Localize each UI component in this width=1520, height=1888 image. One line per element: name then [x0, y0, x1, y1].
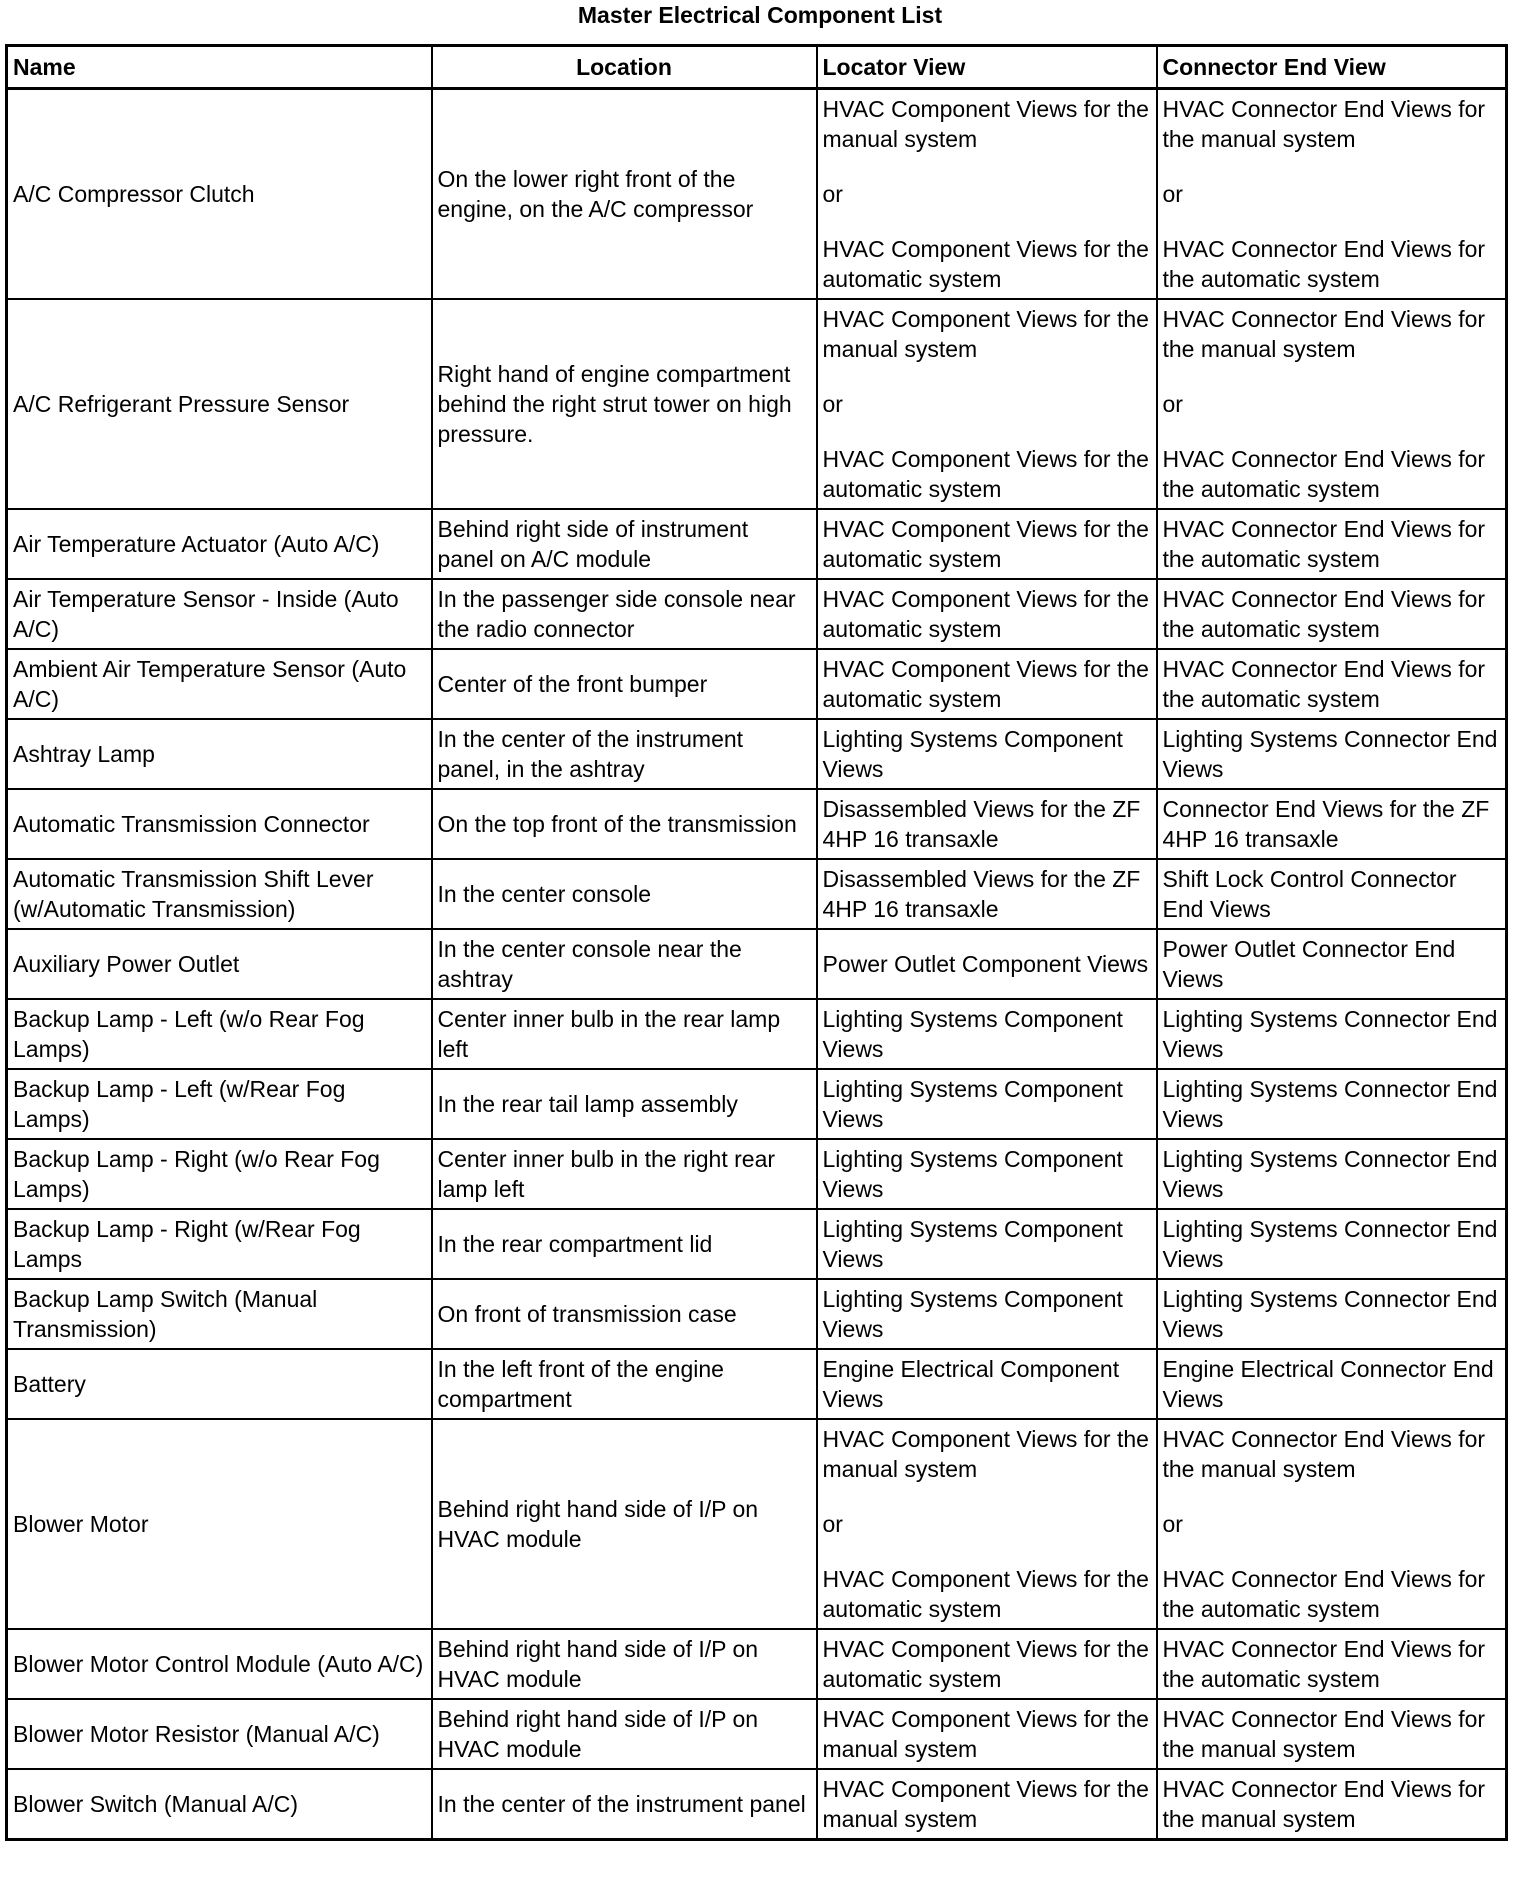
- header-row: [7, 46, 1507, 89]
- or-separator: or: [1162, 1511, 1183, 1537]
- table-row: [7, 1279, 1507, 1349]
- component-location-cell: In the rear tail lamp assembly: [432, 1069, 817, 1139]
- connector-end-view-cell: [1157, 89, 1507, 300]
- component-name-cell: Blower Motor: [7, 1419, 432, 1629]
- table-row: [7, 1699, 1507, 1769]
- table-row: [7, 89, 1507, 300]
- table-row: [7, 509, 1507, 579]
- component-location-cell: In the center console: [432, 859, 817, 929]
- view-reference-text: HVAC Component Views for the manual system: [822, 306, 1149, 362]
- connector-end-view-cell: [1157, 649, 1507, 719]
- locator-view-cell: [817, 719, 1157, 789]
- header-name: Name: [7, 46, 432, 89]
- view-reference-text: Lighting Systems Component Views: [822, 1286, 1123, 1342]
- view-reference-text: HVAC Component Views for the automatic system: [822, 586, 1149, 642]
- table-row: [7, 299, 1507, 509]
- component-name-cell: Automatic Transmission Shift Lever (w/Automatic Transmission): [7, 859, 432, 929]
- view-reference-text: HVAC Connector End Views for the automatic system: [1162, 1636, 1486, 1692]
- view-reference-text: HVAC Connector End Views for the manual system: [1162, 306, 1486, 362]
- view-reference-text: HVAC Connector End Views for the manual system: [1162, 96, 1486, 152]
- view-reference-text: Connector End Views for the ZF 4HP 16 transaxle: [1162, 796, 1490, 852]
- table-row: [7, 1349, 1507, 1419]
- component-name-cell: A/C Refrigerant Pressure Sensor: [7, 299, 432, 509]
- component-location-cell: On the lower right front of the engine, on the A/C compressor: [432, 89, 817, 300]
- view-reference-text: Power Outlet Connector End Views: [1162, 936, 1456, 992]
- view-reference-text: Shift Lock Control Connector End Views: [1162, 866, 1457, 922]
- locator-view-cell: [817, 299, 1157, 509]
- locator-view-cell: [817, 1769, 1157, 1840]
- view-reference-text: Engine Electrical Component Views: [822, 1356, 1120, 1412]
- or-separator: or: [1162, 391, 1183, 417]
- component-name-cell: Backup Lamp - Left (w/o Rear Fog Lamps): [7, 999, 432, 1069]
- connector-end-view-cell: [1157, 1349, 1507, 1419]
- component-name-cell: Blower Switch (Manual A/C): [7, 1769, 432, 1840]
- locator-view-cell: [817, 999, 1157, 1069]
- connector-end-view-cell: [1157, 1279, 1507, 1349]
- component-name-cell: Air Temperature Actuator (Auto A/C): [7, 509, 432, 579]
- view-reference-text: HVAC Component Views for the manual system: [822, 1776, 1149, 1832]
- header-connector-end-view: Connector End View: [1157, 46, 1507, 89]
- or-separator: or: [822, 181, 843, 207]
- locator-view-cell: [817, 1699, 1157, 1769]
- component-location-cell: Behind right hand side of I/P on HVAC module: [432, 1699, 817, 1769]
- view-reference-text: Disassembled Views for the ZF 4HP 16 transaxle: [822, 866, 1141, 922]
- component-location-cell: In the center of the instrument panel: [432, 1769, 817, 1840]
- component-location-cell: Center inner bulb in the right rear lamp left: [432, 1139, 817, 1209]
- component-name-cell: Auxiliary Power Outlet: [7, 929, 432, 999]
- component-location-cell: Behind right hand side of I/P on HVAC module: [432, 1629, 817, 1699]
- view-reference-text: HVAC Connector End Views for the automatic system: [1162, 1566, 1486, 1622]
- component-location-cell: In the center console near the ashtray: [432, 929, 817, 999]
- connector-end-view-cell: [1157, 929, 1507, 999]
- table-row: [7, 1629, 1507, 1699]
- connector-end-view-cell: [1157, 1139, 1507, 1209]
- component-name-cell: Ambient Air Temperature Sensor (Auto A/C): [7, 649, 432, 719]
- view-reference-text: HVAC Component Views for the automatic system: [822, 446, 1149, 502]
- view-reference-text: HVAC Component Views for the manual system: [822, 96, 1149, 152]
- component-location-cell: On front of transmission case: [432, 1279, 817, 1349]
- connector-end-view-cell: [1157, 1419, 1507, 1629]
- component-name-cell: Backup Lamp Switch (Manual Transmission): [7, 1279, 432, 1349]
- view-reference-text: HVAC Component Views for the automatic system: [822, 656, 1149, 712]
- component-location-cell: Right hand of engine compartment behind the right strut tower on high pressure.: [432, 299, 817, 509]
- table-row: [7, 999, 1507, 1069]
- component-name-cell: Blower Motor Control Module (Auto A/C): [7, 1629, 432, 1699]
- view-reference-text: Lighting Systems Connector End Views: [1162, 1076, 1498, 1132]
- connector-end-view-cell: [1157, 1699, 1507, 1769]
- component-name-cell: Battery: [7, 1349, 432, 1419]
- connector-end-view-cell: [1157, 719, 1507, 789]
- component-location-cell: Behind right side of instrument panel on A/C module: [432, 509, 817, 579]
- connector-end-view-cell: [1157, 789, 1507, 859]
- view-reference-text: Lighting Systems Connector End Views: [1162, 726, 1498, 782]
- component-table: [5, 44, 1508, 1841]
- table-row: [7, 719, 1507, 789]
- view-reference-text: HVAC Connector End Views for the manual system: [1162, 1706, 1486, 1762]
- connector-end-view-cell: [1157, 1629, 1507, 1699]
- view-reference-text: HVAC Component Views for the automatic system: [822, 1566, 1149, 1622]
- view-reference-text: Lighting Systems Connector End Views: [1162, 1216, 1498, 1272]
- table-row: [7, 1419, 1507, 1629]
- document-title: Master Electrical Component List: [577, 2, 943, 28]
- component-name-cell: Air Temperature Sensor - Inside (Auto A/C): [7, 579, 432, 649]
- view-reference-text: Lighting Systems Component Views: [822, 1006, 1123, 1062]
- component-name-cell: Ashtray Lamp: [7, 719, 432, 789]
- or-separator: or: [1162, 181, 1183, 207]
- component-name-cell: Blower Motor Resistor (Manual A/C): [7, 1699, 432, 1769]
- table-row: [7, 579, 1507, 649]
- view-reference-text: Lighting Systems Component Views: [822, 1076, 1123, 1132]
- locator-view-cell: [817, 1349, 1157, 1419]
- or-separator: or: [822, 1511, 843, 1537]
- view-reference-text: Lighting Systems Component Views: [822, 726, 1123, 782]
- locator-view-cell: [817, 1279, 1157, 1349]
- table-row: [7, 1069, 1507, 1139]
- connector-end-view-cell: [1157, 509, 1507, 579]
- connector-end-view-cell: [1157, 1069, 1507, 1139]
- component-location-cell: In the rear compartment lid: [432, 1209, 817, 1279]
- table-body: [7, 89, 1507, 1840]
- component-name-cell: Automatic Transmission Connector: [7, 789, 432, 859]
- view-reference-text: HVAC Connector End Views for the manual system: [1162, 1776, 1486, 1832]
- table-row: [7, 929, 1507, 999]
- locator-view-cell: [817, 579, 1157, 649]
- locator-view-cell: [817, 89, 1157, 300]
- component-name-cell: Backup Lamp - Left (w/Rear Fog Lamps): [7, 1069, 432, 1139]
- locator-view-cell: [817, 509, 1157, 579]
- component-location-cell: Behind right hand side of I/P on HVAC module: [432, 1419, 817, 1629]
- view-reference-text: Engine Electrical Connector End Views: [1162, 1356, 1494, 1412]
- connector-end-view-cell: [1157, 1769, 1507, 1840]
- locator-view-cell: [817, 859, 1157, 929]
- locator-view-cell: [817, 789, 1157, 859]
- or-separator: or: [822, 391, 843, 417]
- connector-end-view-cell: [1157, 1209, 1507, 1279]
- connector-end-view-cell: [1157, 859, 1507, 929]
- view-reference-text: HVAC Component Views for the automatic system: [822, 236, 1149, 292]
- table-row: [7, 1209, 1507, 1279]
- table-row: [7, 649, 1507, 719]
- view-reference-text: HVAC Connector End Views for the automatic system: [1162, 586, 1486, 642]
- locator-view-cell: [817, 1629, 1157, 1699]
- table-row: [7, 1139, 1507, 1209]
- view-reference-text: Lighting Systems Connector End Views: [1162, 1286, 1498, 1342]
- view-reference-text: Lighting Systems Connector End Views: [1162, 1146, 1498, 1202]
- component-location-cell: On the top front of the transmission: [432, 789, 817, 859]
- component-location-cell: In the left front of the engine compartment: [432, 1349, 817, 1419]
- table-row: [7, 789, 1507, 859]
- view-reference-text: HVAC Connector End Views for the manual system: [1162, 1426, 1486, 1482]
- table-row: [7, 1769, 1507, 1840]
- view-reference-text: HVAC Component Views for the manual system: [822, 1706, 1149, 1762]
- locator-view-cell: [817, 1209, 1157, 1279]
- component-location-cell: In the passenger side console near the radio connector: [432, 579, 817, 649]
- view-reference-text: Power Outlet Component Views: [822, 951, 1149, 977]
- component-name-cell: Backup Lamp - Right (w/o Rear Fog Lamps): [7, 1139, 432, 1209]
- locator-view-cell: [817, 929, 1157, 999]
- component-name-cell: Backup Lamp - Right (w/Rear Fog Lamps: [7, 1209, 432, 1279]
- locator-view-cell: [817, 1069, 1157, 1139]
- view-reference-text: HVAC Connector End Views for the automatic system: [1162, 656, 1486, 712]
- view-reference-text: HVAC Connector End Views for the automatic system: [1162, 446, 1486, 502]
- view-reference-text: HVAC Component Views for the manual system: [822, 1426, 1149, 1482]
- component-location-cell: In the center of the instrument panel, in the ashtray: [432, 719, 817, 789]
- view-reference-text: HVAC Component Views for the automatic system: [822, 516, 1149, 572]
- component-name-cell: A/C Compressor Clutch: [7, 89, 432, 300]
- component-location-cell: Center of the front bumper: [432, 649, 817, 719]
- header-locator-view: Locator View: [817, 46, 1157, 89]
- locator-view-cell: [817, 1139, 1157, 1209]
- view-reference-text: Lighting Systems Component Views: [822, 1146, 1123, 1202]
- view-reference-text: HVAC Connector End Views for the automatic system: [1162, 516, 1486, 572]
- view-reference-text: HVAC Component Views for the automatic system: [822, 1636, 1149, 1692]
- connector-end-view-cell: [1157, 999, 1507, 1069]
- view-reference-text: Lighting Systems Connector End Views: [1162, 1006, 1498, 1062]
- locator-view-cell: [817, 1419, 1157, 1629]
- locator-view-cell: [817, 649, 1157, 719]
- view-reference-text: Disassembled Views for the ZF 4HP 16 transaxle: [822, 796, 1141, 852]
- connector-end-view-cell: [1157, 579, 1507, 649]
- header-location: Location: [432, 46, 817, 89]
- connector-end-view-cell: [1157, 299, 1507, 509]
- view-reference-text: HVAC Connector End Views for the automatic system: [1162, 236, 1486, 292]
- view-reference-text: Lighting Systems Component Views: [822, 1216, 1123, 1272]
- table-row: [7, 859, 1507, 929]
- component-location-cell: Center inner bulb in the rear lamp left: [432, 999, 817, 1069]
